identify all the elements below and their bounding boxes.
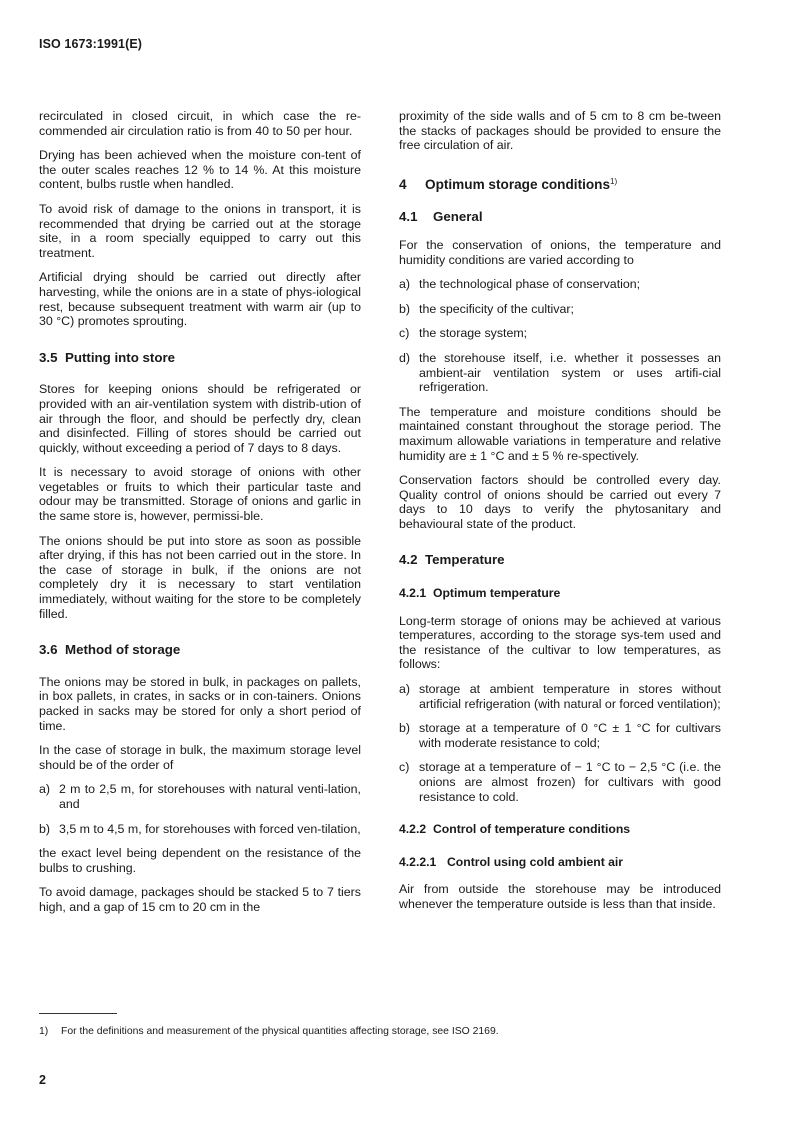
paragraph: The temperature and moisture conditions should be maintained constant throughout the storage period. The maximum allowable variations in temperature and relative humidity are ± 1 °C and ± 5 % re-spectively. bbox=[399, 404, 721, 463]
right-column bbox=[399, 109, 721, 922]
paragraph: Long-term storage of onions may be achieved at various temperatures, according to the storage sys-tem used and the resistance of the cultivar to low temperatures, as follows: bbox=[399, 613, 721, 672]
list-item bbox=[399, 351, 721, 395]
paragraph: Conservation factors should be controlled every day. Quality control of onions should be carried out every 7 days to 10 days to verify the phytosanitary and behavioural state of the product. bbox=[399, 473, 721, 531]
document-header: ISO 1673:1991(E) bbox=[39, 37, 143, 51]
section-heading-4 bbox=[399, 175, 721, 193]
section-title: Optimum storage conditions bbox=[425, 176, 611, 192]
paragraph: In the case of storage in bulk, the maximum storage level should be of the order of bbox=[39, 743, 361, 772]
paragraph: To avoid risk of damage to the onions in transport, it is recommended that drying be carried out at the storage site, in a room specially equipped to carry out this treatment. bbox=[39, 201, 361, 260]
list-text: 3,5 m to 4,5 m, for storehouses with forced ven-tilation, bbox=[59, 821, 361, 836]
footnote bbox=[39, 1026, 499, 1037]
list-text: the technological phase of conservation; bbox=[419, 277, 641, 292]
section-title: General bbox=[433, 209, 483, 225]
section-heading-3-5 bbox=[39, 351, 361, 366]
list-label: b) bbox=[399, 721, 411, 736]
section-number: 3.5 bbox=[39, 349, 58, 365]
page-number: 2 bbox=[39, 1073, 46, 1087]
list-text: storage at ambient temperature in stores without artificial refrigeration (with natural or forced ventilation); bbox=[419, 682, 721, 711]
list-item bbox=[399, 326, 721, 341]
paragraph: Air from outside the storehouse may be introduced whenever the temperature outside is less than that inside. bbox=[399, 882, 721, 911]
section-number: 4 bbox=[399, 176, 407, 192]
section-heading-4-2-1 bbox=[399, 586, 721, 601]
list-text: storage at a temperature of − 1 °C to − 2,5 °C (i.e. the onions are almost frozen) for cultivars with good resistance to cold. bbox=[419, 760, 721, 804]
list-item bbox=[399, 302, 721, 317]
section-heading-4-1 bbox=[399, 210, 721, 225]
paragraph: Artificial drying should be carried out directly after harvesting, while the onions are in a state of phys-iological rest, because subsequent treatment with warm air (up to 30 °C) promotes sprouting. bbox=[39, 270, 361, 329]
list-label: a) bbox=[399, 277, 411, 292]
list-text: the storage system; bbox=[419, 326, 528, 341]
paragraph: The onions should be put into store as soon as possible after drying, if this has not been carried out in the store. In the case of storage in bulk, if the onions are not completely dry it is necessary to start ventilation immediately, without waiting for the store to be completely filled. bbox=[39, 533, 361, 621]
section-title: Method of storage bbox=[65, 642, 181, 658]
list-item bbox=[399, 721, 721, 750]
section-title: Putting into store bbox=[65, 349, 176, 365]
list-text: the specificity of the cultivar; bbox=[419, 301, 574, 316]
paragraph: The onions may be stored in bulk, in packages on pallets, in box pallets, in crates, in sacks or in con-tainers. Onions packed in sacks may be stored for only a short period of time. bbox=[39, 674, 361, 733]
list-item bbox=[39, 822, 361, 837]
list-label: c) bbox=[399, 326, 410, 341]
list-item bbox=[399, 277, 721, 292]
section-number: 4.1 bbox=[399, 209, 418, 225]
paragraph: For the conservation of onions, the temperature and humidity conditions are varied according to bbox=[399, 237, 721, 267]
section-heading-4-2 bbox=[399, 553, 721, 568]
list-label: c) bbox=[399, 760, 410, 775]
paragraph: proximity of the side walls and of 5 cm to 8 cm be-tween the stacks of packages should be provided to ensure the free circulation of air. bbox=[399, 109, 721, 153]
paragraph: Drying has been achieved when the moisture con-tent of the outer scales reaches 12 % to 14 %. At this moisture content, bulbs rustle when handled. bbox=[39, 148, 361, 192]
footnote-text: For the definitions and measurement of the physical quantities affecting storage, see ISO 2169. bbox=[61, 1026, 499, 1037]
section-heading-3-6 bbox=[39, 643, 361, 658]
list-label: a) bbox=[39, 782, 51, 797]
paragraph: recirculated in closed circuit, in which case the re-commended air circulation ratio is from 40 to 50 per hour. bbox=[39, 109, 361, 138]
list-text: storage at a temperature of 0 °C ± 1 °C for cultivars with moderate resistance to cold; bbox=[419, 721, 721, 750]
list-label: a) bbox=[399, 682, 411, 697]
paragraph: To avoid damage, packages should be stacked 5 to 7 tiers high, and a gap of 15 cm to 20 cm in the bbox=[39, 885, 361, 914]
list-text: the storehouse itself, i.e. whether it possesses an ambient-air ventilation system or uses artifi-cial refrigeration. bbox=[419, 350, 721, 395]
section-title: Control using cold ambient air bbox=[447, 854, 624, 869]
list-label: b) bbox=[399, 301, 411, 316]
section-number: 4.2.2.1 bbox=[399, 854, 437, 869]
section-number: 3.6 bbox=[39, 642, 58, 658]
section-heading-4-2-2 bbox=[399, 822, 721, 837]
left-column bbox=[39, 109, 361, 925]
section-number: 4.2.1 bbox=[399, 586, 427, 601]
section-title: Temperature bbox=[425, 552, 505, 568]
section-heading-4-2-2-1 bbox=[399, 855, 721, 870]
list-label: d) bbox=[399, 350, 411, 365]
list-item bbox=[39, 782, 361, 811]
paragraph: Stores for keeping onions should be refrigerated or provided with an air-ventilation system with distrib-ution of air through the floor, and should be perfectly dry, clean and disinfected. Filling of stores should be carried out quickly, without exceeding a period of 7 days to 8 days. bbox=[39, 382, 361, 455]
list-label: b) bbox=[39, 821, 51, 836]
footnote-divider bbox=[39, 1013, 117, 1014]
list-text: 2 m to 2,5 m, for storehouses with natural venti-lation, and bbox=[59, 782, 361, 811]
paragraph: the exact level being dependent on the resistance of the bulbs to crushing. bbox=[39, 846, 361, 875]
paragraph: It is necessary to avoid storage of onions with other vegetables or fruits to which their particular taste and odour may be transmitted. Storage of onions and garlic in the same store is, however, permissi-ble. bbox=[39, 465, 361, 524]
list-item bbox=[399, 760, 721, 804]
section-number: 4.2 bbox=[399, 552, 418, 568]
section-title: Control of temperature conditions bbox=[433, 822, 631, 837]
footnote-reference: 1) bbox=[610, 176, 618, 186]
section-title: Optimum temperature bbox=[433, 586, 561, 601]
footnote-mark: 1) bbox=[39, 1026, 49, 1037]
list-item bbox=[399, 682, 721, 711]
section-number: 4.2.2 bbox=[399, 822, 427, 837]
